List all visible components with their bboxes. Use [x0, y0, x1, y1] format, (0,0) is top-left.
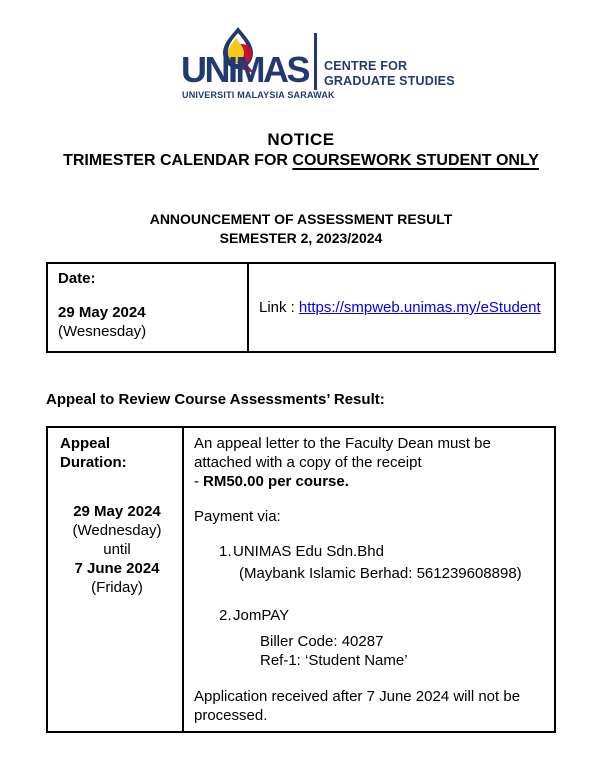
date-table	[46, 262, 556, 353]
link-label: Link :	[259, 299, 295, 316]
announcement-line: ANNOUNCEMENT OF ASSESSMENT RESULT	[149, 211, 453, 227]
appeal-until: until	[103, 541, 131, 558]
payment-item-1-text: UNIMAS Edu Sdn.Bhd	[233, 543, 384, 560]
appeal-fee-dash: -	[194, 473, 199, 490]
payment-item-1-number: 1.	[219, 543, 232, 560]
appeal-duration-dates	[60, 502, 174, 597]
payment-item-2	[219, 606, 548, 625]
appeal-duration-label-1: Appeal	[60, 435, 111, 452]
appeal-fee: RM50.00 per course.	[203, 473, 349, 490]
dept-line1: CENTRE FOR	[324, 59, 408, 73]
payment-via-label: Payment via:	[194, 508, 281, 525]
logo-divider	[314, 33, 317, 90]
date-table-right-cell	[249, 264, 554, 351]
estudent-link[interactable]: https://smpweb.unimas.my/eStudent	[298, 299, 541, 316]
appeal-table-left-cell	[48, 428, 184, 731]
appeal-start-day: (Wednesday)	[72, 522, 162, 539]
payment-item-2-number: 2.	[219, 607, 232, 624]
date-value: 29 May 2024	[58, 304, 146, 321]
appeal-duration-label-2: Duration:	[60, 454, 127, 471]
appeal-fee-line	[194, 472, 548, 491]
calendar-subtitle	[0, 152, 602, 170]
appeal-table	[46, 426, 556, 733]
date-label: Date:	[58, 270, 96, 287]
date-table-left-cell	[48, 264, 249, 351]
deadline-note: Application received after 7 June 2024 will not be processed.	[194, 688, 521, 724]
announcement-title	[0, 210, 602, 247]
date-day: (Wesnesday)	[58, 323, 147, 340]
biller-code: Biller Code: 40287	[260, 633, 384, 650]
appeal-end-date: 7 June 2024	[74, 560, 160, 577]
calendar-subtitle-prefix: TRIMESTER CALENDAR FOR	[63, 152, 293, 169]
dept-name	[324, 59, 455, 89]
logo-subtext: UNIVERSITI MALAYSIA SARAWAK	[182, 90, 335, 100]
appeal-start-date: 29 May 2024	[73, 503, 161, 520]
appeal-table-right-cell	[184, 428, 554, 731]
maybank-detail: (Maybank Islamic Berhad: 561239608898)	[239, 565, 522, 582]
dept-line2: GRADUATE STUDIES	[324, 74, 455, 88]
date-block	[58, 303, 237, 341]
notice-title: NOTICE	[267, 130, 335, 149]
logo-wordmark: UNIMAS	[181, 49, 308, 90]
appeal-end-day: (Friday)	[91, 579, 143, 596]
appeal-letter-text: An appeal letter to the Faculty Dean must be attached with a copy of the receipt	[194, 435, 491, 471]
appeal-heading: Appeal to Review Course Assessments’ Result:	[46, 391, 385, 408]
calendar-subtitle-underlined: COURSEWORK STUDENT ONLY	[292, 152, 539, 169]
semester-line: SEMESTER 2, 2023/2024	[219, 229, 383, 246]
payment-item-1	[219, 542, 548, 561]
ref-1: Ref-1: ‘Student Name’	[260, 652, 408, 669]
jompay-details	[260, 632, 548, 670]
payment-item-2-text: JomPAY	[233, 607, 290, 624]
